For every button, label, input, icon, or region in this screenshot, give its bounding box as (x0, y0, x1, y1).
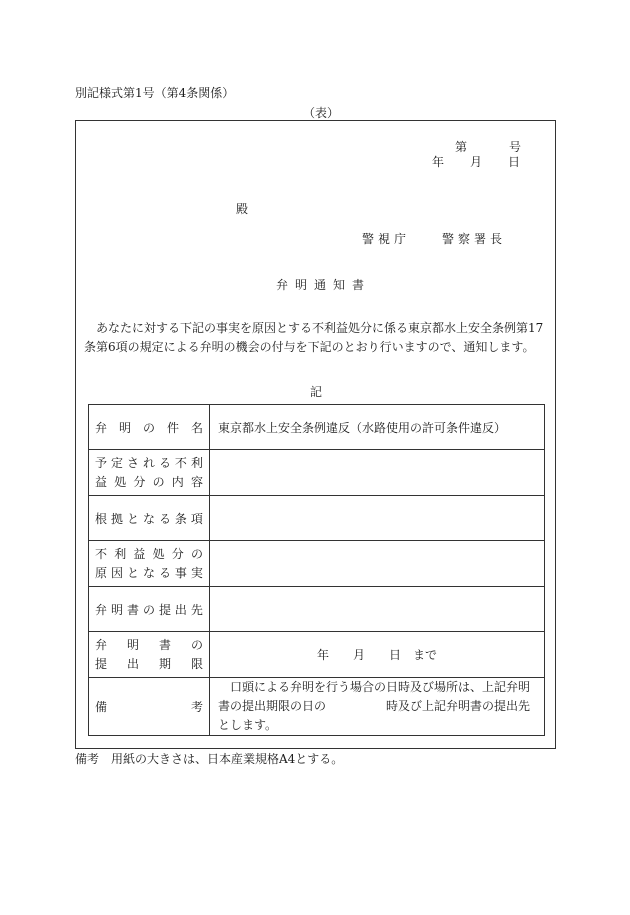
remarks-label-left: 備 (95, 700, 108, 714)
footnote: 備考 用紙の大きさは、日本産業規格A4とする。 (75, 752, 344, 766)
label-line-1: 弁 明 書 の (95, 637, 203, 652)
date-month: 月 (470, 155, 483, 169)
deadline-value: 年 月 日 まで (210, 632, 545, 678)
ki-heading: 記 (310, 385, 323, 399)
notice-body: あなたに対する下記の事実を原因とする不利益処分に係る東京都水上安全条例第17条第6項の規定による弁明の機会の付与を下記のとおり行いますので、通知します。 (84, 321, 544, 354)
number-prefix: 第 (455, 140, 468, 154)
spaced-label: 弁 明 の 件 名 (95, 420, 203, 435)
issuer: 警視庁 警察署長 (362, 232, 507, 246)
row-value (210, 496, 545, 541)
number-suffix: 号 (509, 140, 522, 154)
label-line-2: 原 因 と な る 事 実 (95, 565, 203, 580)
spaced-label: 弁 明 書 の 提 出 先 (95, 602, 203, 617)
detail-table (88, 404, 545, 736)
table-row (89, 678, 545, 736)
row-label (89, 450, 210, 496)
label-line-2: 益 処 分 の 内 容 (95, 474, 203, 489)
row-label (89, 678, 210, 736)
date-line (432, 153, 520, 170)
date-day: 日 (508, 155, 521, 169)
label-line-1: 予 定 さ れ る 不 利 (95, 455, 203, 470)
document-title: 弁明通知書 (276, 278, 372, 292)
remarks-label-right: 考 (190, 700, 203, 714)
table-row (89, 450, 545, 496)
side-label: （表） (303, 106, 340, 120)
remarks-label (95, 698, 203, 715)
row-value (210, 541, 545, 587)
row-label (89, 496, 210, 541)
row-label (89, 632, 210, 678)
table-row (89, 496, 545, 541)
row-value: 東京都水上安全条例違反（水路使用の許可条件違反） (210, 405, 545, 450)
table-row (89, 541, 545, 587)
row-label (89, 405, 210, 450)
label-line-2: 提 出 期 限 (95, 656, 203, 671)
table-row (89, 405, 545, 450)
row-value (210, 450, 545, 496)
row-value (210, 587, 545, 632)
date-year: 年 (432, 155, 445, 169)
form-caption: 別記様式第1号（第4条関係） (75, 86, 235, 100)
remarks-value: 口頭による弁明を行う場合の日時及び場所は、上記弁明書の提出期限の日の 時及び上記弁明書の提出先とします。 (210, 678, 545, 736)
addressee-suffix: 殿 (236, 202, 249, 216)
label-line-1: 不 利 益 処 分 の (95, 546, 203, 561)
row-label (89, 541, 210, 587)
table-row (89, 587, 545, 632)
table-row (89, 632, 545, 678)
row-label (89, 587, 210, 632)
spaced-label: 根 拠 と な る 条 項 (95, 511, 203, 526)
